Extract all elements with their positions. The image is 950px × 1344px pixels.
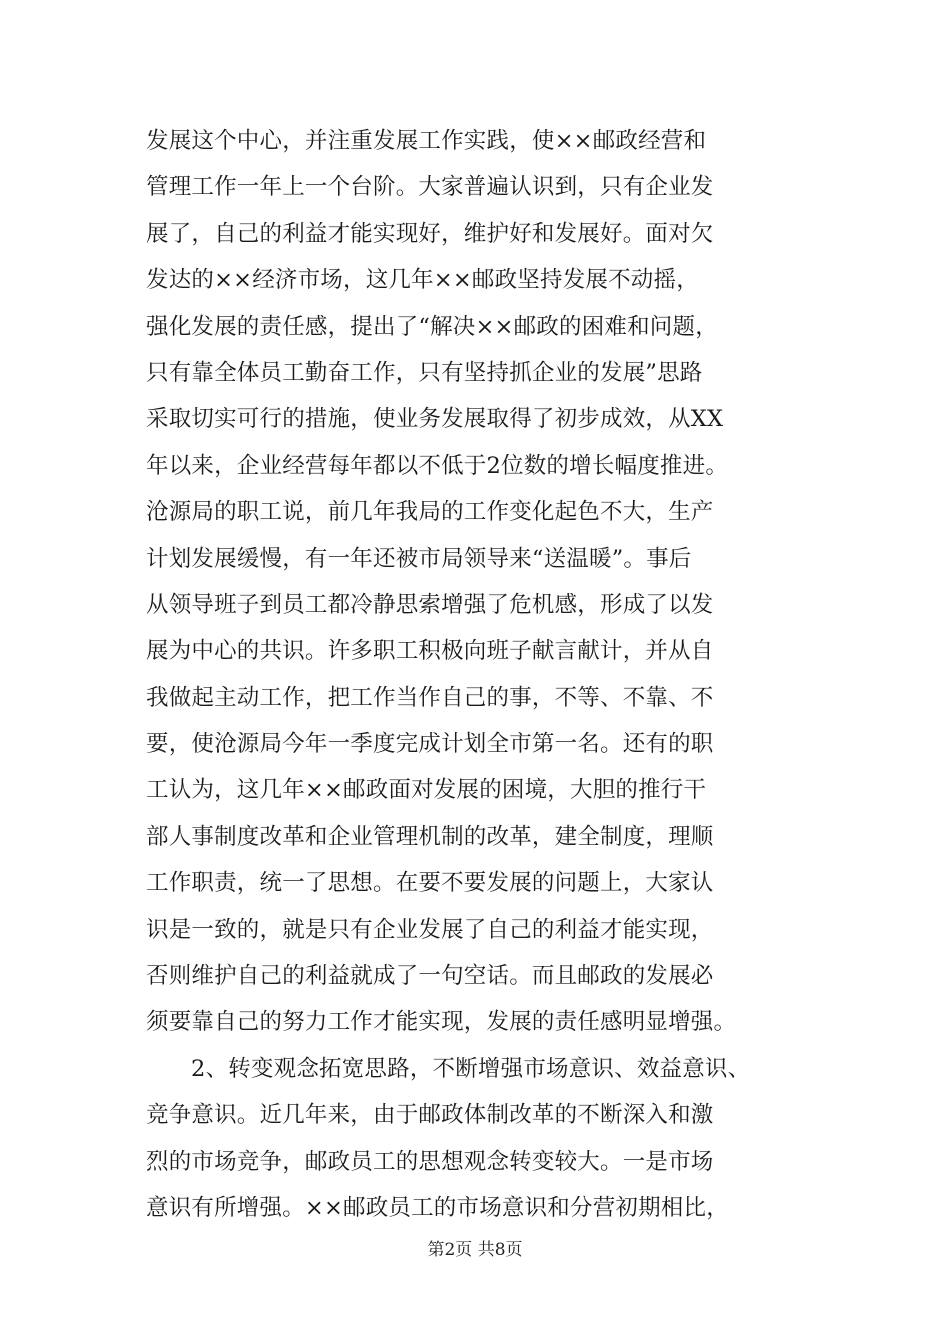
text-line: 沧源局的职工说，前几年我局的工作变化起色不大，生产 [146, 499, 714, 526]
text-line: 烈的市场竞争，邮政员工的思想观念转变较大。一是市场 [146, 1148, 714, 1175]
text-line: 计划发展缓慢，有一年还被市局领导来“送温暖”。事后 [146, 545, 692, 572]
text-line: 要，使沧源局今年一季度完成计划全市第一名。还有的职 [146, 731, 714, 758]
text-line: 我做起主动工作，把工作当作自己的事，不等、不靠、不 [146, 684, 714, 711]
text-line: 部人事制度改革和企业管理机制的改革，建全制度，理顺 [146, 823, 714, 850]
page-number-footer: 第2页 共8页 [427, 1240, 523, 1260]
text-line: 只有靠全体员工勤奋工作，只有坚持抓企业的发展”思路 [146, 359, 703, 386]
text-line: 发展这个中心，并注重发展工作实践，使××邮政经营和 [146, 128, 707, 154]
text-line: 展了，自己的利益才能实现好，维护好和发展好。面对欠 [146, 220, 714, 247]
text-line: 从领导班子到员工都冷静思索增强了危机感，形成了以发 [146, 591, 714, 618]
paragraph-start-line: 2、转变观念拓宽思路，不断增强市场意识、效益意识、 [191, 1055, 751, 1082]
body-text [146, 118, 816, 1231]
text-line: 年以来，企业经营每年都以不低于2位数的增长幅度推进。 [146, 452, 729, 479]
text-line: 工认为，这几年××邮政面对发展的困境，大胆的推行干 [146, 777, 707, 804]
text-line: 发达的××经济市场，这几年××邮政坚持发展不动摇， [146, 267, 699, 294]
text-line: 管理工作一年上一个台阶。大家普遍认识到，只有企业发 [146, 174, 714, 201]
text-line: 采取切实可行的措施，使业务发展取得了初步成效，从XX [146, 406, 724, 433]
text-line: 展为中心的共识。许多职工积极向班子献言献计，并从自 [146, 638, 714, 665]
text-line: 竞争意识。近几年来，由于邮政体制改革的不断深入和激 [146, 1102, 714, 1129]
text-line: 否则维护自己的利益就成了一句空话。而且邮政的发展必 [146, 963, 714, 990]
text-line: 识是一致的，就是只有企业发展了自己的利益才能实现， [146, 916, 714, 943]
text-line: 工作职责，统一了思想。在要不要发展的问题上，大家认 [146, 870, 714, 897]
text-line: 意识有所增强。××邮政员工的市场意识和分营初期相比， [146, 1194, 729, 1221]
text-line: 强化发展的责任感，提出了“解决××邮政的困难和问题， [146, 313, 718, 340]
text-line: 须要靠自己的努力工作才能实现，发展的责任感明显增强。 [146, 1009, 737, 1036]
